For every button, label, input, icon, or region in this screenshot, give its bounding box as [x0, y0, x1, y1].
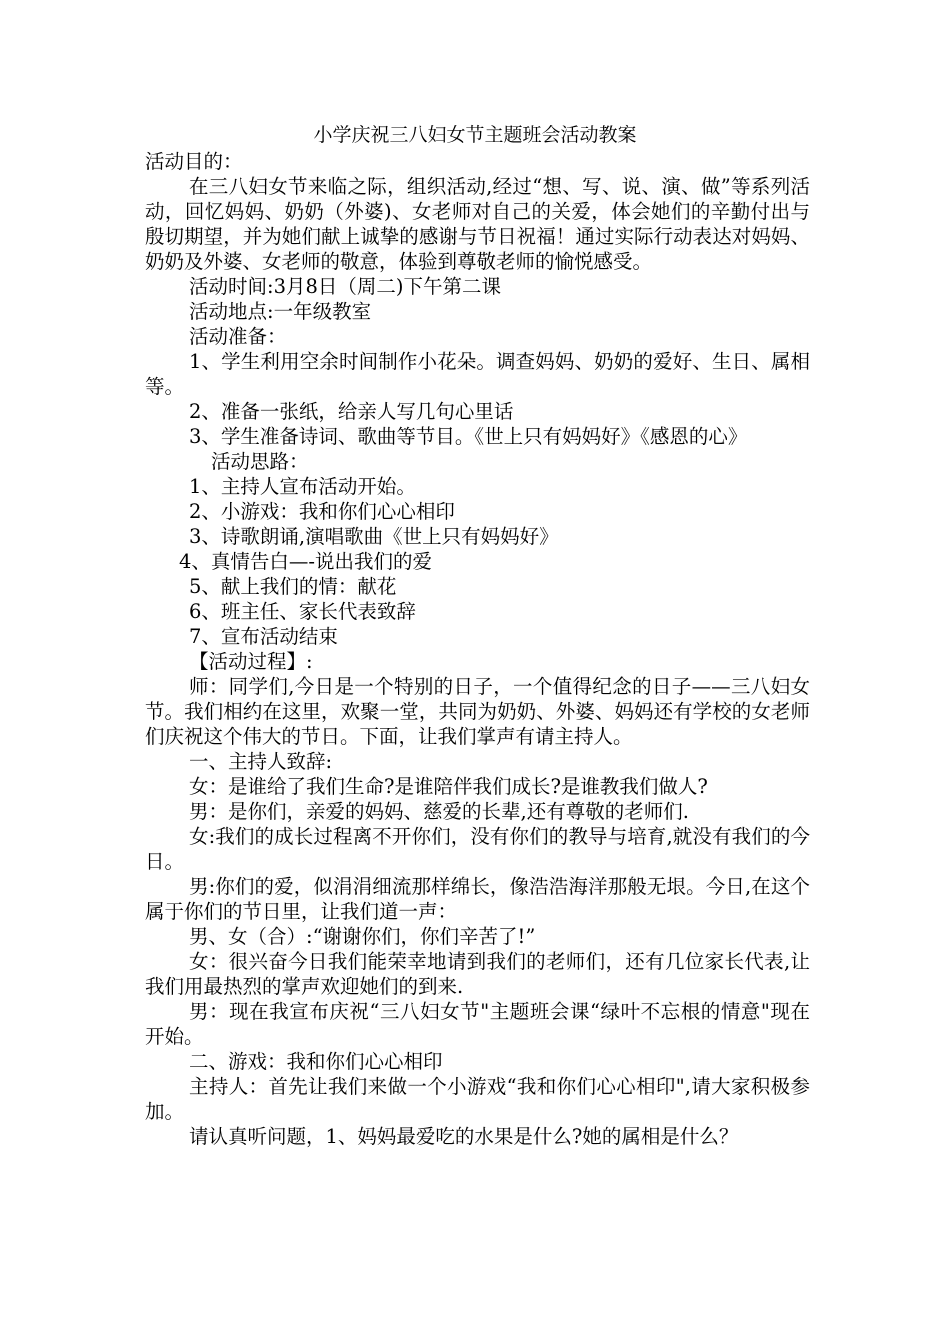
section-heading-game: 二、游戏：我和你们心心相印 [189, 1050, 443, 1073]
list-item-outline-4: 4、真情告白—-说出我们的爱 [179, 550, 432, 573]
dialogue-line: 男、女（合）:“谢谢你们，你们辛苦了!” [189, 925, 536, 948]
dialogue-line: 男:你们的爱，似涓涓细流那样绵长，像浩浩海洋那般无垠。今日,在这个属于你们的节日里，让我们道一声： [145, 875, 810, 923]
list-item-outline-1: 1、主持人宣布活动开始。 [189, 475, 416, 498]
list-item-outline-7: 7、宣布活动结束 [189, 625, 338, 648]
dialogue-line: 女:我们的成长过程离不开你们，没有你们的教导与培育,就没有我们的今日。 [145, 825, 810, 873]
paragraph-game-question: 请认真听问题，1、妈妈最爱吃的水果是什么?她的属相是什么？ [189, 1125, 739, 1148]
dialogue-line: 男：现在我宣布庆祝“三八妇女节"主题班会课“绿叶不忘根的情意"现在开始。 [145, 1000, 810, 1048]
dialogue-line: 女：很兴奋今日我们能荣幸地请到我们的老师们，还有几位家长代表,让我们用最热烈的掌声欢迎她们的到来. [145, 950, 810, 998]
dialogue-line: 女：是谁给了我们生命?是谁陪伴我们成长?是谁教我们做人? [189, 775, 708, 798]
document-body [145, 149, 810, 1149]
paragraph-purpose: 在三八妇女节来临之际，组织活动,经过“想、写、说、演、做”等系列活动，回忆妈妈、奶奶（外婆)、女老师对自己的关爱，体会她们的辛勤付出与殷切期望，并为她们献上诚挚的感谢与节日祝福！通过实际行动表达对妈妈、奶奶及外婆、女老师的敬意，体验到尊敬老师的愉悦感受。 [145, 175, 810, 273]
document-title: 小学庆祝三八妇女节主题班会活动教案 [313, 124, 637, 146]
paragraph-teacher-intro: 师：同学们,今日是一个特别的日子，一个值得纪念的日子——三八妇女节。我们相约在这里，欢聚一堂，共同为奶奶、外婆、妈妈还有学校的女老师们庆祝这个伟大的节日。下面，让我们掌声有请主持人。 [145, 675, 810, 748]
section-heading-outline: 活动思路： [211, 450, 309, 473]
paragraph-game-intro: 主持人：首先让我们来做一个小游戏“我和你们心心相印",请大家积极参加。 [145, 1075, 810, 1123]
section-heading-purpose: 活动目的： [145, 150, 243, 173]
dialogue-line: 男：是你们，亲爱的妈妈、慈爱的长辈,还有尊敬的老师们. [189, 800, 689, 823]
section-heading-host-speech: 一、主持人致辞: [189, 750, 333, 773]
paragraph-location: 活动地点:一年级教室 [189, 300, 372, 323]
list-item-preparation-3: 3、学生准备诗词、歌曲等节目。《世上只有妈妈好》《感恩的心》 [189, 425, 748, 448]
list-item-outline-3: 3、诗歌朗诵,演唱歌曲《世上只有妈妈好》 [189, 525, 559, 548]
paragraph-time: 活动时间:3月8日（周二)下午第二课 [189, 275, 501, 298]
section-heading-process: 【活动过程】: [189, 650, 313, 673]
list-item-preparation-1: 1、学生利用空余时间制作小花朵。调查妈妈、奶奶的爱好、生日、属相等。 [145, 350, 810, 398]
section-heading-preparation: 活动准备： [189, 325, 287, 348]
list-item-outline-5: 5、献上我们的情：献花 [189, 575, 397, 598]
list-item-preparation-2: 2、准备一张纸，给亲人写几句心里话 [189, 400, 514, 423]
list-item-outline-6: 6、班主任、家长代表致辞 [189, 600, 416, 623]
list-item-outline-2: 2、小游戏：我和你们心心相印 [189, 500, 455, 523]
